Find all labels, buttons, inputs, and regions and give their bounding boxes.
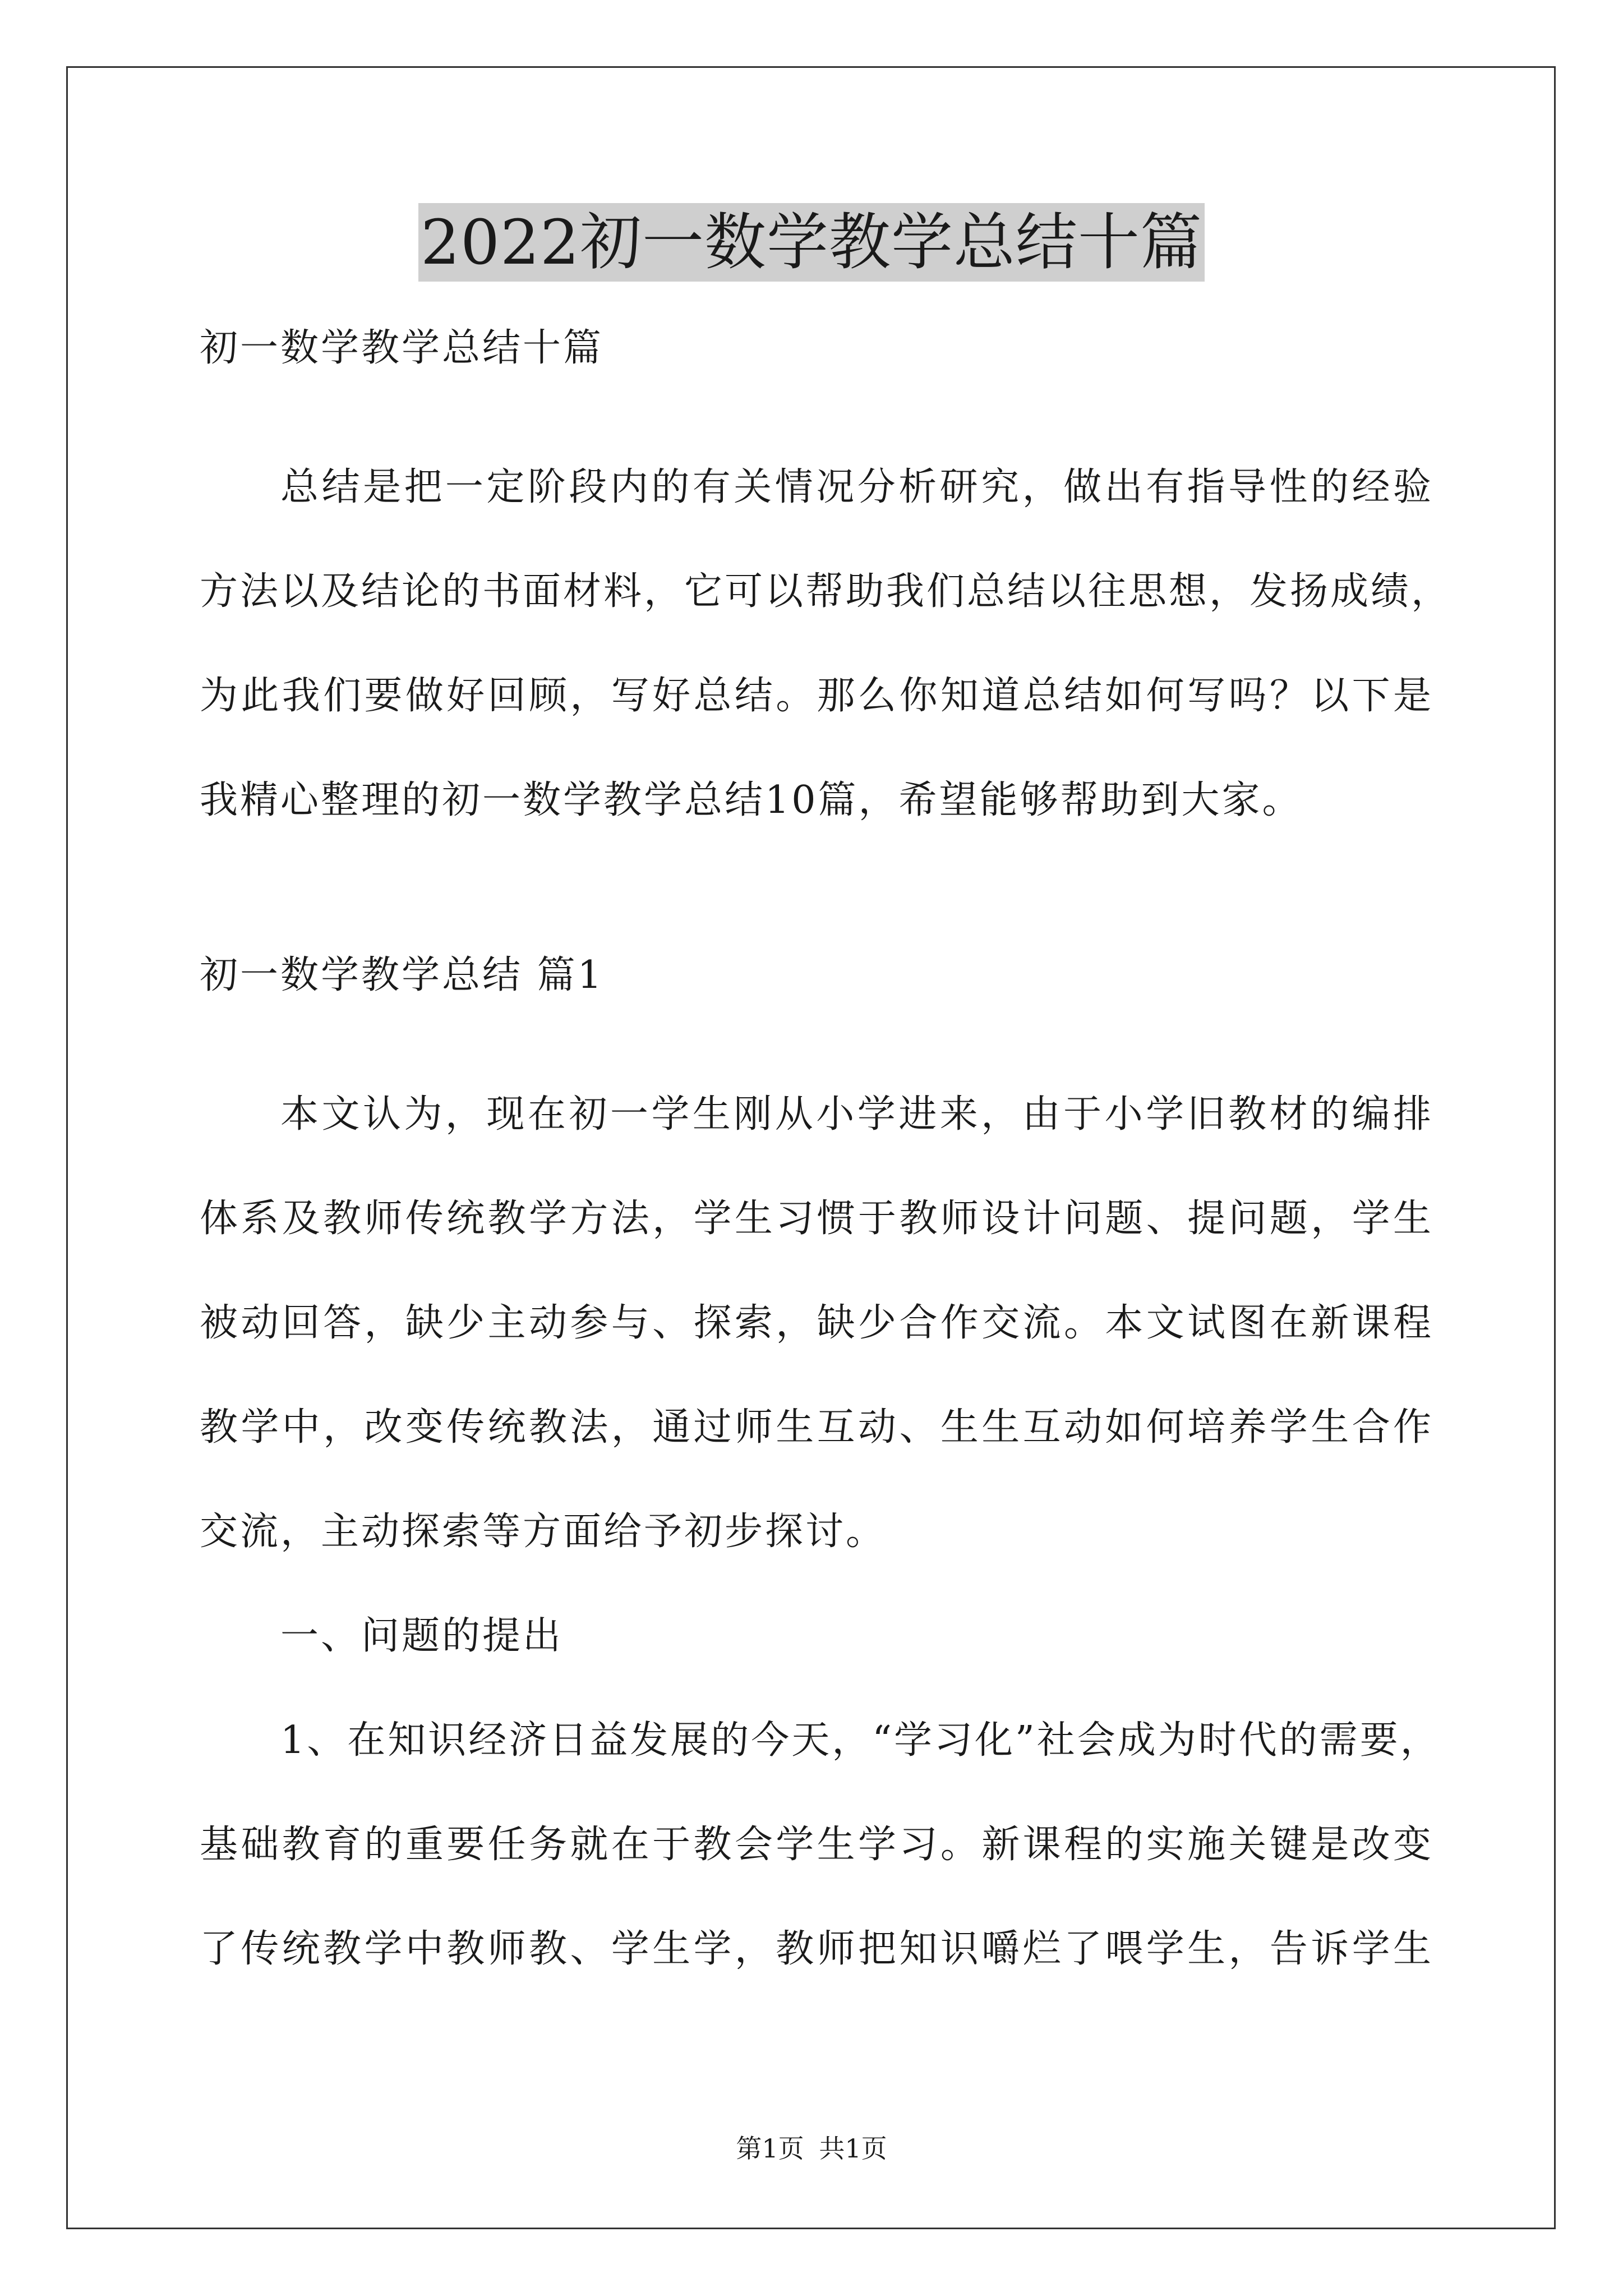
subtitle-block bbox=[200, 296, 1433, 401]
paragraph-line: 总结是把一定阶段内的有关情况分析研究，做出有指导性的经验 bbox=[280, 465, 1433, 509]
total-pages: 共1页 bbox=[819, 2133, 887, 2164]
paragraph-line: 本文认为，现在初一学生刚从小学进来，由于小学旧教材的编排 bbox=[280, 1092, 1433, 1137]
paragraph-line: 体系及教师传统教学方法，学生习惯于教师设计问题、提问题，学生 bbox=[200, 1197, 1433, 1241]
paragraph-line: 了传统教学中教师教、学生学，教师把知识嚼烂了喂学生，告诉学生 bbox=[200, 1927, 1433, 1971]
section-heading-block bbox=[200, 923, 1433, 1028]
paragraph-line: 方法以及结论的书面材料，它可以帮助我们总结以往思想，发扬成绩， bbox=[200, 569, 1452, 614]
section-paragraph bbox=[200, 1062, 1433, 1584]
document-title: 2022初一数学教学总结十篇 bbox=[418, 203, 1205, 282]
paragraph-line: 1、在知识经济日益发展的今天，“学习化”社会成为时代的需要， bbox=[280, 1718, 1441, 1763]
page-number: 第1页 bbox=[736, 2133, 804, 2164]
paragraph-line: 教学中，改变传统教法，通过师生互动、生生互动如何培养学生合作 bbox=[200, 1405, 1433, 1450]
subheading-block bbox=[200, 1584, 1433, 1688]
paragraph-line: 交流，主动探索等方面给予初步探讨。 bbox=[200, 1510, 887, 1554]
section-heading: 初一数学教学总结 篇1 bbox=[200, 953, 604, 997]
title-container bbox=[0, 203, 1623, 282]
paragraph-line: 我精心整理的初一数学教学总结10篇，希望能够帮助到大家。 bbox=[200, 778, 1303, 822]
paragraph-line: 基础教育的重要任务就在于教会学生学习。新课程的实施关键是改变 bbox=[200, 1823, 1433, 1867]
subheading: 一、问题的提出 bbox=[280, 1614, 564, 1658]
intro-paragraph bbox=[200, 435, 1452, 853]
document-subtitle: 初一数学教学总结十篇 bbox=[200, 326, 604, 370]
paragraph-line: 为此我们要做好回顾，写好总结。那么你知道总结如何写吗？以下是 bbox=[200, 674, 1433, 718]
page-footer bbox=[0, 2132, 1623, 2165]
point-paragraph bbox=[200, 1688, 1441, 2001]
paragraph-line: 被动回答，缺少主动参与、探索，缺少合作交流。本文试图在新课程 bbox=[200, 1301, 1433, 1345]
